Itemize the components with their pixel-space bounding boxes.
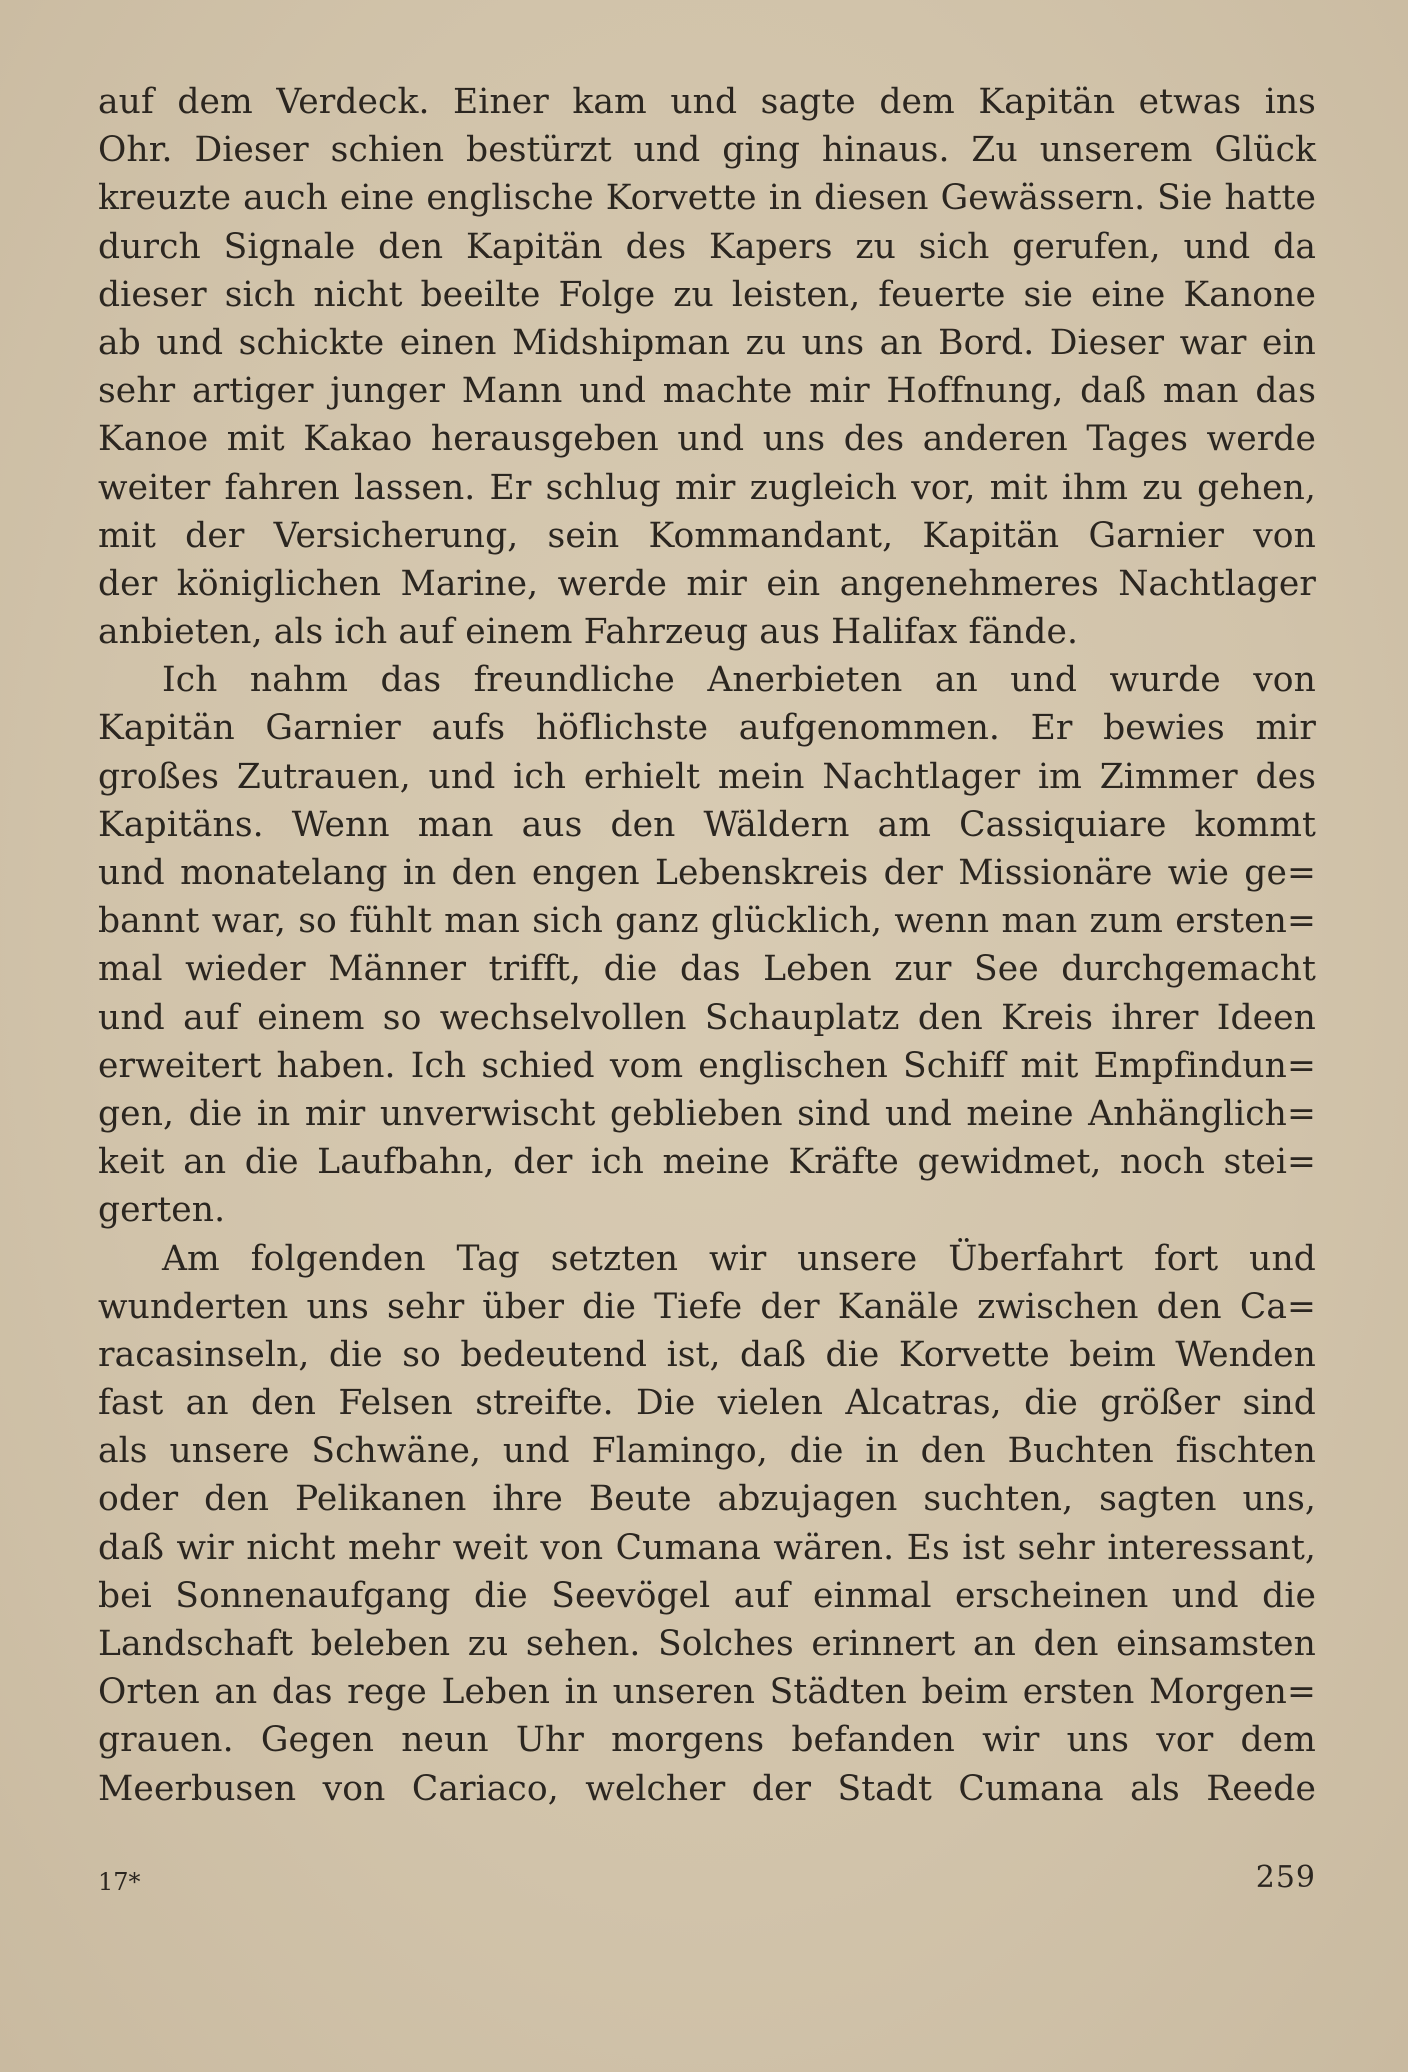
text-line: Kapitäns. Wenn man aus den Wäldern am Cassiquiare kommt [98, 804, 1316, 845]
text-line: mal wieder Männer trifft, die das Leben zur See durchgemacht [98, 949, 1316, 990]
text-line: kreuzte auch eine englische Korvette in diesen Gewässern. Sie hatte [98, 178, 1316, 219]
text-line: gerten. [98, 1190, 226, 1231]
text-line: bannt war, so fühlt man sich ganz glücklich, wenn man zum ersten= [98, 901, 1316, 942]
text-line: auf dem Verdeck. Einer kam und sagte dem Kapitän etwas ins [98, 82, 1316, 122]
text-line: fast an den Felsen streifte. Die vielen Alcatras, die größer sind [98, 1383, 1316, 1424]
signature-mark: 17* [98, 1868, 141, 1896]
text-line: keit an die Laufbahn, der ich meine Kräfte gewidmet, noch stei= [98, 1142, 1316, 1183]
text-line: wunderten uns sehr über die Tiefe der Kanäle zwischen den Ca= [98, 1286, 1316, 1327]
text-line: als unsere Schwäne, und Flamingo, die in den Buchten fischten [98, 1431, 1316, 1472]
text-line: dieser sich nicht beeilte Folge zu leisten, feuerte sie eine Kanone [98, 274, 1316, 315]
text-line: bei Sonnenaufgang die Seevögel auf einmal erscheinen und die [98, 1575, 1316, 1616]
body-text [98, 78, 1316, 1813]
text-line: Kapitän Garnier aufs höflichste aufgenommen. Er bewies mir [98, 708, 1316, 749]
text-line: durch Signale den Kapitän des Kapers zu sich gerufen, und da [98, 226, 1316, 267]
text-line: und auf einem so wechselvollen Schauplatz den Kreis ihrer Ideen [98, 997, 1316, 1038]
text-line: ab und schickte einen Midshipman zu uns an Bord. Dieser war ein [98, 322, 1316, 363]
text-line: Kanoe mit Kakao herausgeben und uns des anderen Tages werde [98, 419, 1316, 460]
text-line: Meerbusen von Cariaco, welcher der Stadt Cumana als Reede [98, 1768, 1316, 1809]
text-line: der königlichen Marine, werde mir ein angenehmeres Nachtlager [98, 563, 1316, 604]
text-line: weiter fahren lassen. Er schlug mir zugleich vor, mit ihm zu gehen, [98, 467, 1316, 508]
text-line: grauen. Gegen neun Uhr morgens befanden wir uns vor dem [98, 1720, 1316, 1761]
text-line: mit der Versicherung, sein Kommandant, Kapitän Garnier von [98, 515, 1316, 556]
text-line: sehr artiger junger Mann und machte mir Hoffnung, daß man das [98, 371, 1316, 412]
page-number: 259 [1255, 1860, 1316, 1895]
text-line: anbieten, als ich auf einem Fahrzeug aus Halifax fände. [98, 612, 1079, 653]
text-line: oder den Pelikanen ihre Beute abzujagen suchten, sagten uns, [98, 1479, 1316, 1520]
text-line: Ich nahm das freundliche Anerbieten an und wurde von [162, 660, 1316, 701]
text-line: Am folgenden Tag setzten wir unsere Überfahrt fort und [162, 1238, 1316, 1279]
text-line: gen, die in mir unverwischt geblieben sind und meine Anhänglich= [98, 1093, 1316, 1134]
text-line: Orten an das rege Leben in unseren Städten beim ersten Morgen= [98, 1672, 1316, 1713]
text-line: racasinseln, die so bedeutend ist, daß die Korvette beim Wenden [98, 1334, 1316, 1375]
text-line: Landschaft beleben zu sehen. Solches erinnert an den einsamsten [98, 1624, 1316, 1664]
text-line: Ohr. Dieser schien bestürzt und ging hinaus. Zu unserem Glück [98, 130, 1316, 171]
text-line: daß wir nicht mehr weit von Cumana wären. Es ist sehr interessant, [98, 1527, 1316, 1568]
text-line: großes Zutrauen, und ich erhielt mein Nachtlager im Zimmer des [98, 756, 1316, 797]
text-line: erweitert haben. Ich schied vom englischen Schiff mit Empfindun= [98, 1045, 1316, 1086]
text-line: und monatelang in den engen Lebenskreis der Missionäre wie ge= [98, 853, 1316, 893]
